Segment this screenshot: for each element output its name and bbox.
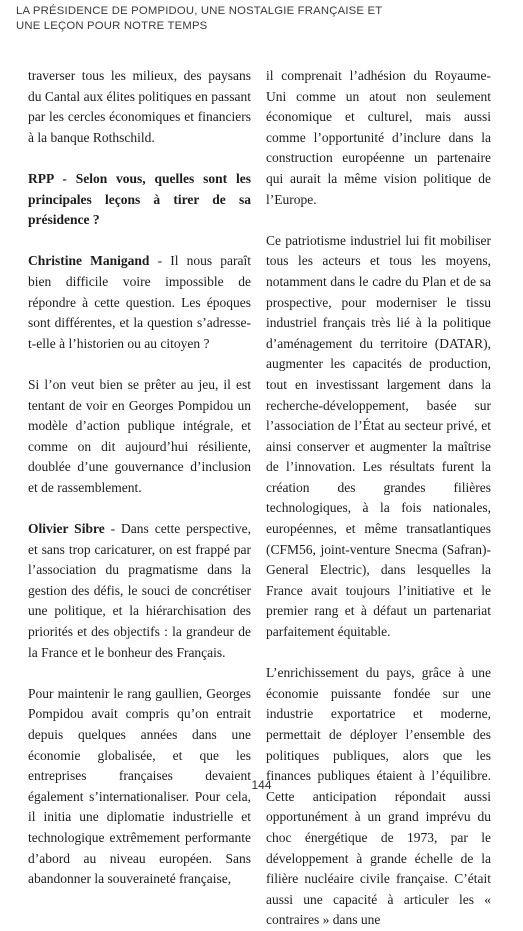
paragraph: il comprenait l’adhésion du Royaume-Uni comme un atout non seulement économique et culturel, mais aussi comme l’opportunité d’inclure dans la construction européenne un partenaire qui aurait la même vision politique de l’Europe. xyxy=(266,68,491,207)
page-number: 144 xyxy=(251,778,272,792)
right-column xyxy=(266,66,491,931)
speaker-name: Christine Manigand xyxy=(28,253,150,269)
paragraph: Si l’on veut bien se prêter au jeu, il est tentant de voir en Georges Pompidou un modèle d’action publique intégrale, et comme on dit aujourd’hui résiliente, doublée d’une gouvernance d’inclusion et de rassemblement. xyxy=(28,376,251,495)
interview-question: RPP - Selon vous, quelles sont les principales leçons à tirer de sa présidence ? xyxy=(28,170,251,228)
paragraph: traverser tous les milieux, des paysans du Cantal aux élites politiques en passant par les cercles économiques et financiers à la banque Rothschild. xyxy=(28,68,251,145)
paragraph-text: - Il nous paraît bien difficile voire impossible de répondre à cette question. Les époques sont différentes, et la question s’adresse-t-elle à l’historien ou au citoyen ? xyxy=(28,253,251,351)
paragraph xyxy=(28,251,251,354)
paragraph-text: - Dans cette perspective, et sans trop caricaturer, on est frappé par l’association du pragmatisme dans la gestion des défis, le souci de concrétiser une politique, et la hiérarchisation des priorités et des objectifs : la grandeur de la France et le bonheur des Français. xyxy=(28,521,251,660)
paragraph: Pour maintenir le rang gaullien, Georges Pompidou avait compris qu’on entrait depuis quelques années dans une économie globalisée, et que les entreprises françaises devaient également s’internationaliser. Pour cela, il initia une diplomatie industrielle et technologique extrêmement performante d’abord au niveau européen. Sans abandonner la souveraineté française, xyxy=(28,685,251,887)
paragraph: L’enrichissement du pays, grâce à une économie puissante fondée sur une industrie exportatrice et moderne, permettait de déployer l’ensemble des politiques publiques, alors que les finances publiques étaient à l’équilibre. Cette anticipation répondait aussi opportunément à un grand imprévu du choc énergétique de 1973, par le développement à grande échelle de la filière nucléaire civile française. C’était aussi une capacité à articuler les « contraires » dans une xyxy=(266,665,491,928)
running-header xyxy=(16,4,416,34)
speaker-name: Olivier Sibre xyxy=(28,521,105,537)
running-header-line-2: UNE LEÇON POUR NOTRE TEMPS xyxy=(16,20,208,32)
running-header-line-1: LA PRÉSIDENCE DE POMPIDOU, UNE NOSTALGIE FRANÇAISE ET xyxy=(16,5,383,17)
paragraph: Ce patriotisme industriel lui fit mobiliser tous les acteurs et tous les moyens, notamment dans le cadre du Plan et de sa prospective, pour moderniser le tissu industriel français très lié à la politique d’aménagement du territoire (DATAR), augmenter les capacités de production, tout en investissant largement dans la recherche-développement, basée sur l’association de l’État au secteur privé, et ainsi conserver et augmenter la maîtrise de l’innovation. Les résultats furent la création des grandes filières technologiques, à la fois nationales, européennes, et même transatlantiques (CFM56, joint-venture Snecma (Safran)-General Electric), dans lesquelles la France avait toujours l’initiative et le premier rang et à défaut un partenariat parfaitement équitable. xyxy=(266,232,491,640)
paragraph xyxy=(28,519,251,663)
left-column xyxy=(28,66,251,890)
